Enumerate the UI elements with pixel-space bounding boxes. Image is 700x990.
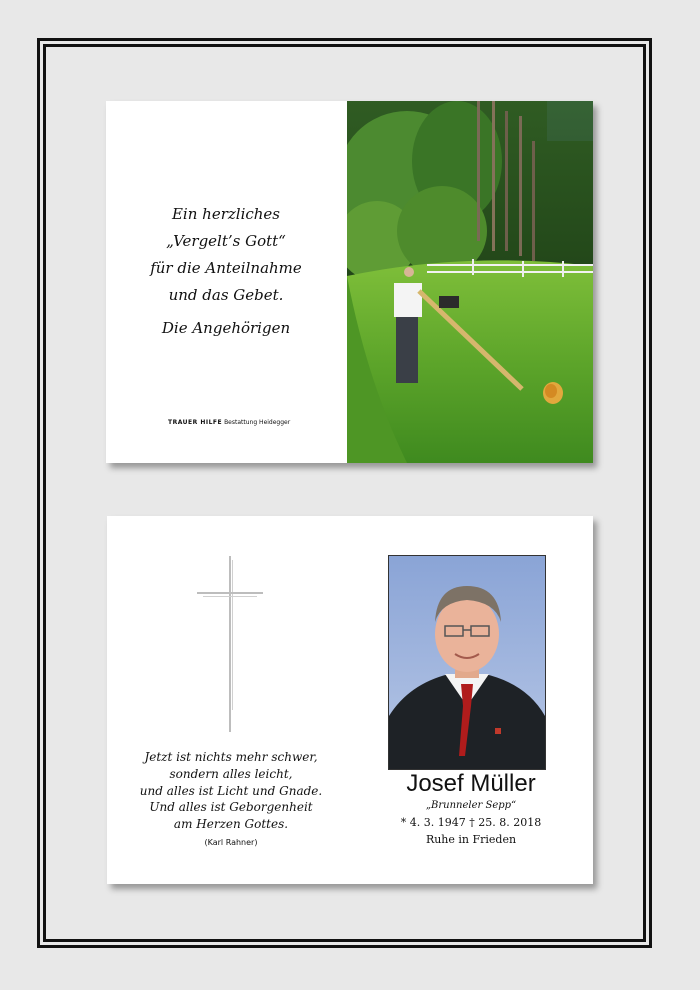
poem-line: und alles ist Licht und Gnade. bbox=[139, 783, 323, 798]
life-dates: * 4. 3. 1947 † 25. 8. 2018 bbox=[400, 816, 542, 829]
thanks-line: Ein herzliches bbox=[171, 205, 281, 223]
poem-credit: (Karl Rahner) bbox=[204, 837, 258, 847]
deceased-name: Josef Müller bbox=[406, 770, 536, 797]
memorial-poem bbox=[107, 749, 355, 852]
rest-in-peace: Ruhe in Frieden bbox=[425, 833, 517, 846]
signature: Die Angehörigen bbox=[161, 319, 291, 337]
cross-icon bbox=[197, 556, 263, 732]
poem-line: am Herzen Gottes. bbox=[173, 817, 289, 832]
logo-brand: TRAUER HILFE bbox=[168, 419, 223, 426]
portrait-image bbox=[389, 556, 545, 769]
logo-company: Bestattung Heidegger bbox=[224, 419, 291, 426]
thank-you-text bbox=[106, 201, 346, 342]
alphorn-landscape-photo bbox=[347, 101, 593, 463]
portrait-photo bbox=[388, 555, 546, 770]
poem-line: sondern alles leicht, bbox=[169, 766, 293, 781]
poem-line: Jetzt ist nichts mehr schwer, bbox=[144, 750, 318, 764]
thanks-line: für die Anteilnahme bbox=[150, 259, 302, 277]
memorial-card bbox=[107, 516, 593, 884]
thank-you-card bbox=[106, 101, 593, 463]
poem-line: Und alles ist Geborgenheit bbox=[149, 800, 313, 815]
funeral-home-logo bbox=[168, 419, 290, 426]
landscape-image bbox=[347, 101, 593, 463]
nickname: „Brunneler Sepp“ bbox=[425, 800, 517, 811]
thanks-line: und das Gebet. bbox=[168, 286, 284, 304]
thanks-line: „Vergelt’s Gott“ bbox=[166, 232, 286, 250]
